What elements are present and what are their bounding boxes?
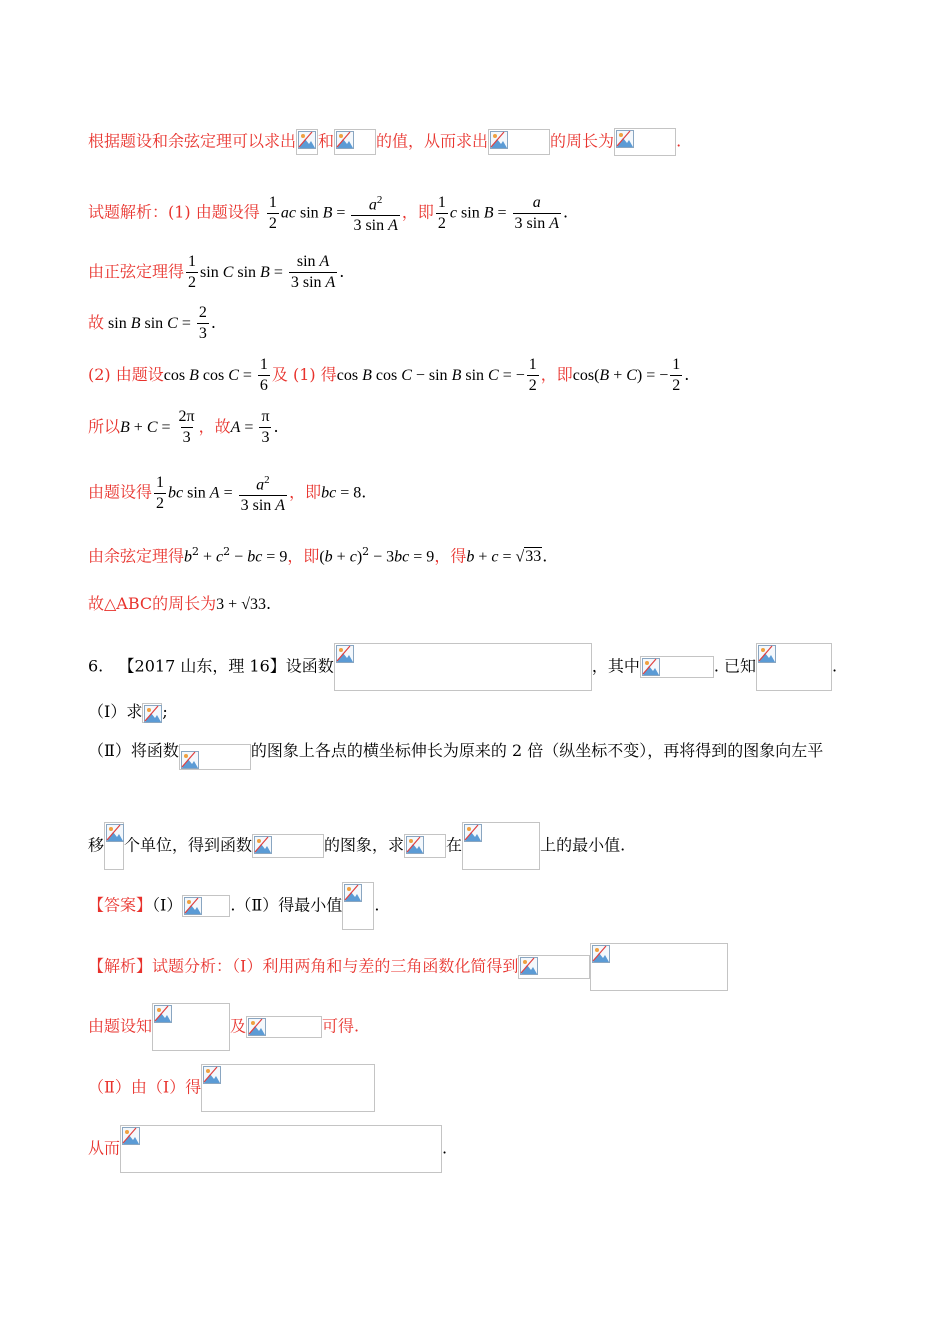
broken-image-icon xyxy=(336,131,354,149)
math-image xyxy=(179,744,251,770)
solution-line-6: 由题设得 $\frac{1}{2}$ bc sin A = $\frac{a^2}{\text{3 sin A}}$ ，即bc = 8. xyxy=(88,473,367,515)
intro-line: 根据题设和余弦定理可以求出 和 的值，从而求出 的周长为 . xyxy=(88,128,681,156)
math-image xyxy=(756,643,832,691)
math-image xyxy=(614,128,676,156)
broken-image-icon xyxy=(184,897,202,915)
broken-image-icon xyxy=(336,645,354,663)
broken-image-icon xyxy=(520,957,538,975)
broken-image-icon xyxy=(490,131,508,149)
broken-image-icon xyxy=(344,884,362,902)
broken-image-icon xyxy=(642,658,660,676)
solution-line-7: 由余弦定理得$b^2 + c^2$ − bc = 9，即$(b + c)^2 - 3bc = 9$，得b + c = √33. xyxy=(88,545,548,566)
question-6-line-1: 6. 【2017 山东，理 16】设函数 ，其中 . 已知 . xyxy=(88,643,837,691)
math-image xyxy=(252,834,324,858)
math-image xyxy=(142,703,162,723)
math-image xyxy=(334,643,592,691)
broken-image-icon xyxy=(122,1127,140,1145)
analysis-line-1: 【解析】试题分析：（Ⅰ）利用两角和与差的三角函数化简得到 xyxy=(88,943,728,991)
solution-line-3: 故 sin B sin C = $\frac{2}{3}$ . xyxy=(88,304,216,342)
math-image xyxy=(590,943,728,991)
math-image xyxy=(201,1064,375,1112)
broken-image-icon xyxy=(254,836,272,854)
analysis-line-4: 从而 . xyxy=(88,1125,447,1173)
broken-image-icon xyxy=(154,1005,172,1023)
math-image xyxy=(518,955,590,979)
broken-image-icon xyxy=(298,131,316,149)
math-image xyxy=(404,834,446,858)
math-image xyxy=(488,129,550,155)
math-image xyxy=(152,1003,230,1051)
broken-image-icon xyxy=(248,1018,266,1036)
broken-image-icon xyxy=(758,645,776,663)
analysis-line-2: 由题设知 及 可得. xyxy=(88,1003,359,1051)
solution-line-5: 所以B + C = $\frac{2\pi}{3}$ ，故A = $\frac{\pi}{3}$ . xyxy=(88,408,279,446)
math-image xyxy=(120,1125,442,1173)
math-image xyxy=(342,882,374,930)
question-6-part-2-cont: 移 个单位，得到函数 的图象，求 在 上的最小值. xyxy=(88,822,625,870)
broken-image-icon xyxy=(406,836,424,854)
broken-image-icon xyxy=(592,945,610,963)
question-6-part-2: （Ⅱ）将函数 的图象上各点的横坐标伸长为原来的 2 倍（纵坐标不变），再将得到的图象向左平 xyxy=(88,740,823,770)
solution-line-2: 由正弦定理得 $\frac{1}{2}$ sin C sin B = $\frac{\text{sin A}}{\text{3 sin A}}$ . xyxy=(88,253,345,291)
broken-image-icon xyxy=(203,1066,221,1084)
broken-image-icon xyxy=(144,705,162,723)
question-6-part-1: （Ⅰ）求 ; xyxy=(88,702,168,721)
math-image xyxy=(104,822,124,870)
broken-image-icon xyxy=(106,824,124,842)
answer-line: 【答案】（Ⅰ） .（Ⅱ）得最小值 . xyxy=(88,882,379,930)
math-image xyxy=(246,1016,322,1038)
math-image xyxy=(182,895,230,917)
math-image xyxy=(640,656,714,678)
math-image xyxy=(296,129,318,155)
math-image xyxy=(334,129,376,155)
solution-line-1: 试题解析：(1) 由题设得 $\frac{1}{2}$ ac sin B = $\frac{a^2}{\text{3 sin A}}$ ，即 $\frac{1}{2}$ c sin B = $\frac{a}{\text{3 sin A}}$ . xyxy=(88,193,569,235)
solution-line-8: 故△ABC的周长为3 + √33. xyxy=(88,594,272,613)
math-image xyxy=(462,822,540,870)
broken-image-icon xyxy=(464,824,482,842)
solution-line-4: (2) 由题设cos B cos C = $\frac{1}{6}$ 及 (1) 得cos B cos C − sin B sin C = − $\frac{1}{2}$ ，即cos(B + C) = − $\frac{1}{2}$ . xyxy=(88,356,690,394)
broken-image-icon xyxy=(181,751,199,769)
broken-image-icon xyxy=(616,130,634,148)
analysis-line-3: （Ⅱ）由（Ⅰ）得 xyxy=(88,1064,375,1112)
